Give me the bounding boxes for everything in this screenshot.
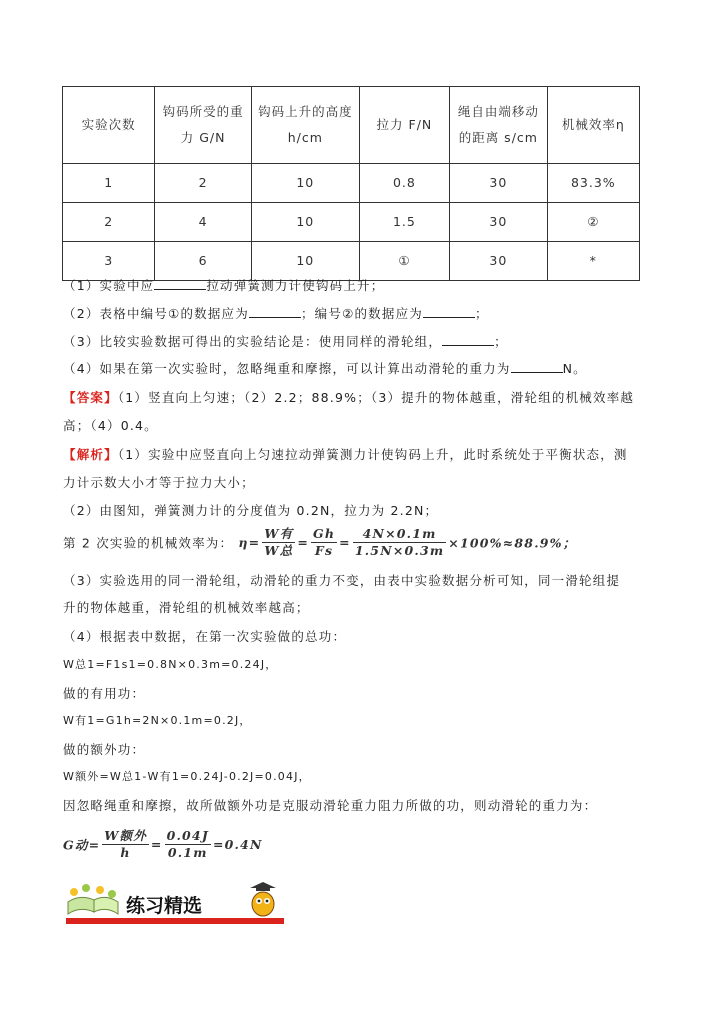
formula-part: =0.4N	[212, 837, 263, 852]
logo-text: 练习精选	[126, 895, 203, 917]
pulley-weight-formula-line	[63, 828, 263, 861]
question-1	[63, 276, 384, 294]
analysis-text: （4）根据表中数据，在第一次实验做的总功：	[63, 629, 347, 644]
analysis-text: （3）实验选用的同一滑轮组，动滑轮的重力不变，由表中实验数据分析可知，同一滑轮组提	[63, 573, 621, 588]
analysis-text: 升的物体越重，滑轮组的机械效率越高；	[63, 600, 310, 615]
fraction-numerator: 0.04J	[166, 828, 209, 843]
question-text: N。	[562, 361, 587, 376]
header-cell: 机械效率η	[547, 87, 639, 164]
table-cell: 2	[155, 164, 252, 203]
analysis-text: 做的有用功：	[63, 686, 146, 701]
answer-text: 高；（4）0.4。	[63, 418, 158, 433]
analysis-text: 做的额外功：	[63, 742, 146, 757]
table-cell: ①	[359, 242, 449, 281]
table-cell: 10	[251, 203, 359, 242]
experiment-table	[62, 86, 640, 281]
question-text: 拉动弹簧测力计使钩码上升；	[206, 278, 385, 293]
practice-selection-logo	[64, 876, 286, 926]
answer-line-1	[63, 388, 634, 406]
analysis-text: W有1=G1h=2N×0.1m=0.2J，	[63, 714, 252, 727]
table-cell: 83.3%	[547, 164, 639, 203]
answer-tag: 【答案】	[63, 390, 118, 405]
fraction-denominator: W总	[264, 543, 294, 558]
analysis-text: W额外=W总1-W有1=0.24J-0.2J=0.04J，	[63, 770, 311, 783]
answer-blank	[423, 304, 475, 318]
table-cell: 30	[450, 164, 548, 203]
table-header-row	[63, 87, 640, 164]
owl-icon	[250, 882, 276, 916]
answer-line-2	[63, 416, 158, 434]
table-cell: 10	[251, 164, 359, 203]
formula-prefix: 第 2 次实验的机械效率为：	[63, 535, 234, 551]
analysis-text: （2）由图知，弹簧测力计的分度值为 0.2N，拉力为 2.2N；	[63, 503, 439, 518]
fraction-denominator: h	[120, 845, 131, 860]
analysis-line-7	[63, 627, 346, 645]
question-text: ；编号②的数据应为	[300, 306, 423, 321]
fraction	[353, 526, 446, 559]
analysis-text: 因忽略绳重和摩擦，故所做额外功是克服动滑轮重力阻力所做的功，则动滑轮的重力为：	[63, 798, 598, 813]
analysis-tag: 【解析】	[63, 447, 118, 462]
analysis-text: 力计示数大小才等于拉力大小；	[63, 475, 255, 490]
header-cell: 实验次数	[63, 87, 155, 164]
answer-blank	[249, 304, 301, 318]
fraction	[102, 828, 149, 861]
pulley-weight-formula: G动= $\frac{\text{W额外}}{h}$ = $\frac{0.04J}{0.1m}$ =0.4N	[63, 828, 263, 860]
fraction-denominator: Fs	[314, 543, 334, 558]
fraction-numerator: 4N×0.1m	[353, 526, 446, 543]
table-cell: 3	[63, 242, 155, 281]
efficiency-formula-line	[63, 526, 576, 559]
question-text: （2）表格中编号①的数据应为	[63, 306, 249, 321]
fraction-denominator: 1.5N×0.3m	[354, 543, 445, 558]
analysis-text: W总1=F1s1=0.8N×0.3m=0.24J，	[63, 658, 278, 671]
analysis-line-2	[63, 473, 255, 491]
table-cell: 1	[63, 164, 155, 203]
table-row	[63, 203, 640, 242]
book-icon	[68, 884, 118, 914]
table-row	[63, 242, 640, 281]
answer-blank	[442, 332, 494, 346]
question-text: （4）如果在第一次实验时，忽略绳重和摩擦，可以计算出动滑轮的重力为	[63, 361, 511, 376]
analysis-line-6	[63, 598, 310, 616]
fraction	[262, 526, 295, 559]
fraction	[311, 526, 337, 559]
analysis-line-5	[63, 571, 620, 589]
header-cell: 钩码所受的重力 G/N	[155, 87, 252, 164]
question-3	[63, 332, 508, 350]
analysis-line-3	[63, 501, 438, 519]
header-cell: 绳自由端移动的距离 s/cm	[450, 87, 548, 164]
fraction-numerator: W额外	[104, 828, 147, 843]
analysis-line-10	[63, 712, 252, 728]
formula-part: G动=	[63, 837, 101, 853]
fraction-denominator: 0.1m	[167, 845, 208, 860]
question-text: ；	[474, 306, 489, 321]
table-cell: 30	[450, 203, 548, 242]
analysis-line-12	[63, 768, 311, 784]
question-text: （1）实验中应	[63, 278, 155, 293]
question-text: （3）比较实验数据可得出的实验结论是：使用同样的滑轮组，	[63, 334, 443, 349]
answer-blank	[154, 276, 206, 290]
formula-part: ×100%≈88.9%；	[448, 535, 577, 551]
table-cell: *	[547, 242, 639, 281]
question-4	[63, 359, 587, 377]
table-cell: 4	[155, 203, 252, 242]
analysis-line-9	[63, 684, 145, 702]
table-cell: 0.8	[359, 164, 449, 203]
table-cell: 1.5	[359, 203, 449, 242]
efficiency-formula: η= $\frac{\text{W有}}{\text{W总}}$ = $\frac{Gh}{Fs}$ = $\frac{4N\times 0.1m}{1.5N\times 0.3m}$ ×100%≈88.9%；	[238, 526, 577, 558]
header-cell: 拉力 F/N	[359, 87, 449, 164]
table-cell: 6	[155, 242, 252, 281]
analysis-line-13	[63, 796, 597, 814]
table-cell: 2	[63, 203, 155, 242]
answer-blank	[511, 359, 563, 373]
table-row	[63, 164, 640, 203]
formula-part: η=	[238, 535, 261, 550]
fraction-numerator: W有	[264, 526, 294, 541]
header-cell: 钩码上升的高度 h/cm	[251, 87, 359, 164]
fraction-numerator: Gh	[313, 526, 336, 541]
answer-text: （1）竖直向上匀速；（2）2.2；88.9%；（3）提升的物体越重，滑轮组的机械效率越	[117, 390, 635, 405]
table-cell: 10	[251, 242, 359, 281]
logo-graphic	[64, 876, 286, 926]
table-cell: ②	[547, 203, 639, 242]
analysis-line-8	[63, 656, 277, 672]
analysis-line-11	[63, 740, 145, 758]
analysis-text: （1）实验中应竖直向上匀速拉动弹簧测力计使钩码上升，此时系统处于平衡状态，测	[117, 447, 628, 462]
question-text: ；	[494, 334, 508, 349]
fraction	[165, 828, 211, 861]
question-2	[63, 304, 489, 322]
table-cell: 30	[450, 242, 548, 281]
analysis-line-1	[63, 445, 628, 463]
